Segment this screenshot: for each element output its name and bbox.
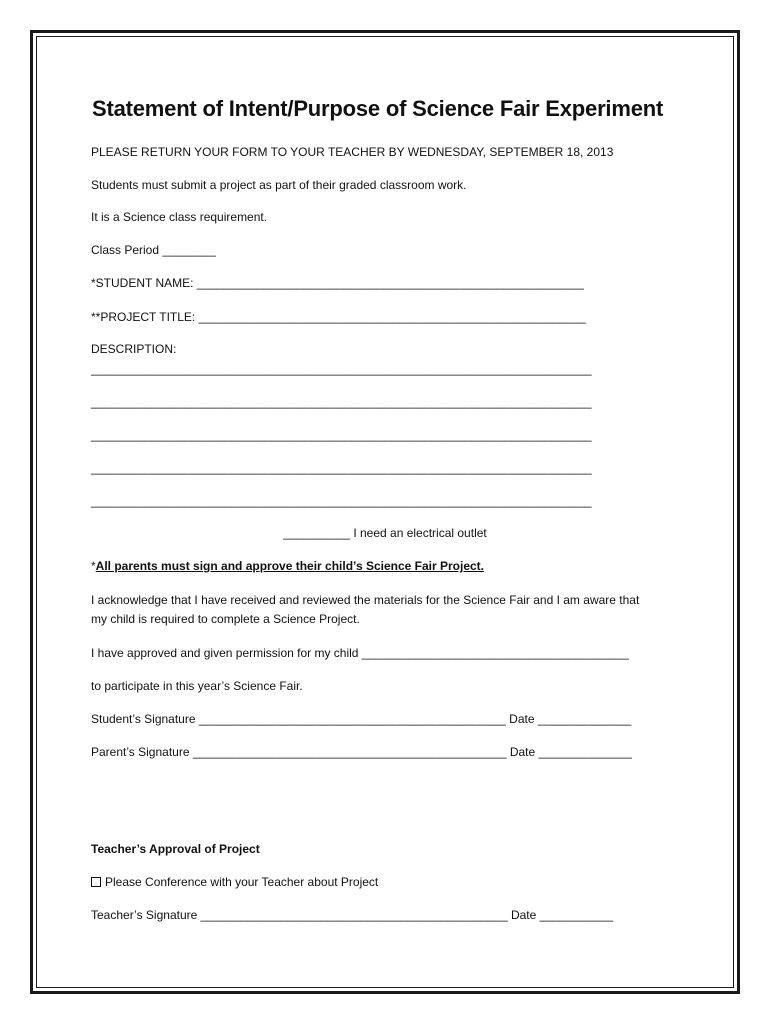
description-label: DESCRIPTION:: [91, 342, 177, 356]
form-title: Statement of Intent/Purpose of Science Fair Experiment: [92, 96, 664, 121]
description-line[interactable]: ___________________________________________________________________________: [91, 362, 592, 376]
class-period-field[interactable]: Class Period ________: [91, 243, 216, 257]
parents-notice-asterisk: *: [91, 559, 96, 573]
description-line[interactable]: ___________________________________________________________________________: [91, 395, 592, 409]
project-title-field[interactable]: **PROJECT TITLE: __________________________________________________________: [91, 310, 586, 324]
electrical-outlet-field[interactable]: __________ I need an electrical outlet: [283, 526, 487, 540]
description-line[interactable]: ___________________________________________________________________________: [91, 428, 592, 442]
parent-signature-field[interactable]: Parent’s Signature _______________________________________________ Date ______________: [91, 745, 632, 759]
permission-field[interactable]: I have approved and given permission for my child ________________________________________: [91, 646, 629, 660]
acknowledgement-line-2: my child is required to complete a Science Project.: [91, 612, 360, 626]
intro-line-1: Students must submit a project as part of their graded classroom work.: [91, 178, 467, 192]
description-line[interactable]: ___________________________________________________________________________: [91, 494, 592, 508]
conference-checkbox[interactable]: [91, 877, 101, 887]
conference-option: [91, 875, 378, 890]
acknowledgement-line-1: I acknowledge that I have received and reviewed the materials for the Science Fair and I am aware that: [91, 593, 640, 607]
student-name-field[interactable]: *STUDENT NAME: __________________________________________________________: [91, 276, 584, 290]
teacher-signature-field[interactable]: Teacher’s Signature ______________________________________________ Date ___________: [91, 908, 614, 922]
teacher-approval-heading: Teacher’s Approval of Project: [91, 842, 260, 856]
student-signature-field[interactable]: Student’s Signature ______________________________________________ Date ______________: [91, 712, 632, 726]
parents-notice-text: All parents must sign and approve their child’s Science Fair Project.: [95, 559, 485, 573]
conference-label: Please Conference with your Teacher about Project: [105, 875, 379, 889]
intro-line-2: It is a Science class requirement.: [91, 210, 268, 224]
return-notice: PLEASE RETURN YOUR FORM TO YOUR TEACHER BY WEDNESDAY, SEPTEMBER 18, 2013: [91, 145, 614, 159]
parents-notice: [91, 559, 484, 574]
description-line[interactable]: ___________________________________________________________________________: [91, 461, 592, 475]
participate-text: to participate in this year’s Science Fair.: [91, 679, 303, 693]
